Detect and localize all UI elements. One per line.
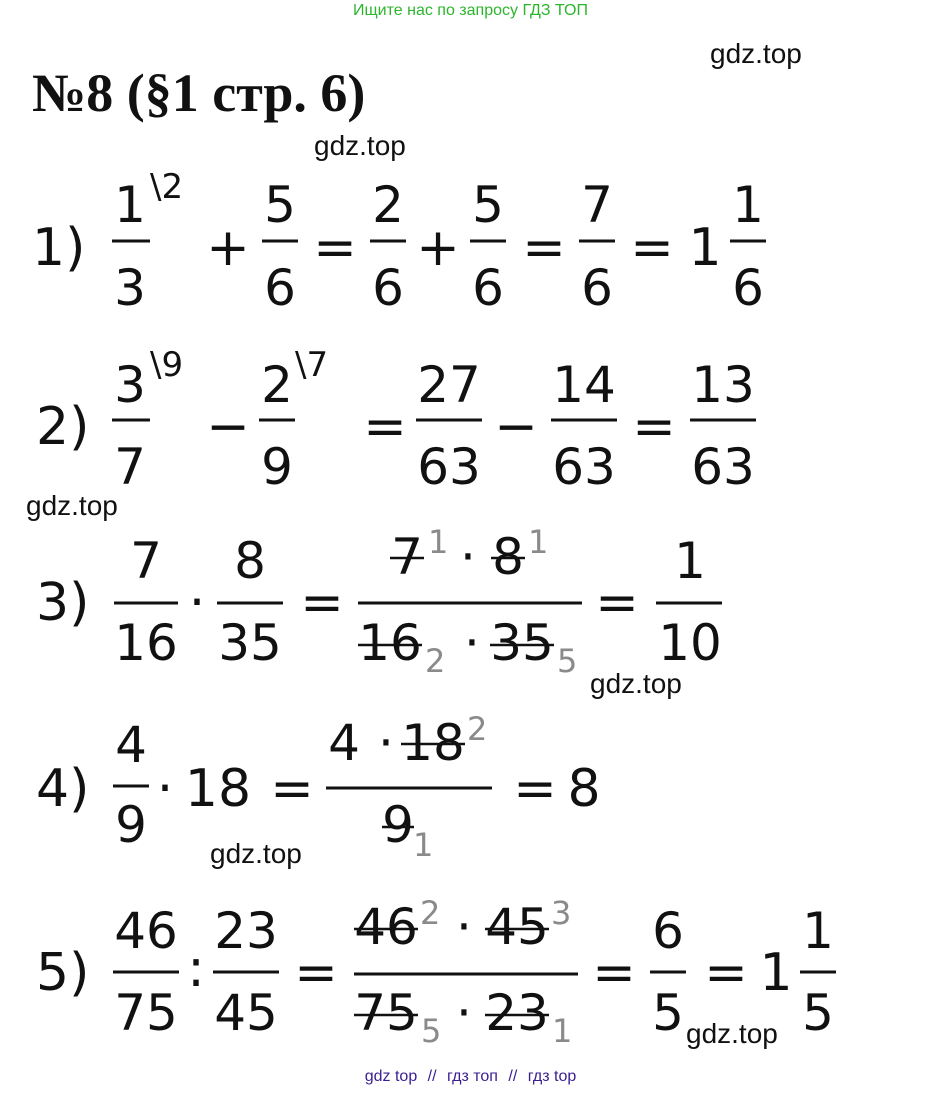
bottom-links: [0, 1068, 941, 1086]
numerator: 1: [674, 532, 706, 590]
multiply-dot: ·: [188, 573, 206, 633]
cancelled-number: 18: [401, 714, 465, 772]
numerator: 46: [114, 902, 178, 960]
integer-factor: 18: [184, 759, 252, 819]
denominator: 7: [114, 438, 146, 496]
expression-5: [36, 894, 836, 1050]
equals-sign: =: [595, 573, 639, 633]
equals-sign: =: [300, 573, 344, 633]
equals-sign: =: [513, 759, 557, 819]
plus-sign: +: [206, 218, 250, 278]
denominator: 6: [264, 259, 296, 317]
watermark: gdz.top: [590, 668, 682, 699]
multiply-dot: ·: [464, 614, 480, 672]
cancelled-number: 75: [354, 984, 418, 1042]
plus-sign: +: [416, 218, 460, 278]
watermark: gdz.top: [686, 1018, 778, 1049]
denominator: 9: [261, 438, 293, 496]
cancelled-number: 23: [485, 984, 549, 1042]
separator: //: [508, 1068, 518, 1085]
footer-link[interactable]: гдз top: [527, 1068, 577, 1085]
minus-sign: −: [206, 397, 250, 457]
cancelled-number: 46: [354, 898, 418, 956]
whole-part: 1: [688, 218, 722, 278]
cancelled-number: 9: [382, 796, 414, 854]
equals-sign: =: [522, 218, 566, 278]
denominator: 3: [114, 259, 146, 317]
numerator: 4: [328, 714, 360, 772]
watermark: gdz.top: [26, 490, 118, 521]
divide-sign: :: [187, 939, 205, 999]
extra-multiplier: \9: [150, 345, 184, 385]
equals-sign: =: [294, 943, 338, 1003]
multiply-dot: ·: [378, 714, 394, 772]
numerator: 3: [114, 356, 146, 414]
reduced-value: 1: [552, 1012, 573, 1050]
denominator: 16: [114, 614, 178, 672]
page-title: №8 (§1 стр. 6): [32, 63, 366, 123]
denominator: 45: [214, 984, 278, 1042]
reduced-value: 1: [528, 523, 549, 561]
top-banner[interactable]: Ищите нас по запросу ГДЗ ТОП: [353, 2, 588, 19]
denominator: 5: [652, 984, 684, 1042]
numerator: 7: [130, 532, 162, 590]
reduced-value: 1: [413, 826, 434, 864]
cancelled-number: 35: [490, 614, 554, 672]
separator: //: [427, 1068, 437, 1085]
result-value: 8: [567, 759, 601, 819]
numerator: 4: [115, 716, 147, 774]
expression-1: [32, 167, 766, 317]
cancelled-number: 45: [485, 898, 549, 956]
reduced-value: 2: [467, 710, 488, 748]
numerator: 5: [264, 176, 296, 234]
expression-2: [36, 345, 756, 496]
denominator: 63: [691, 438, 755, 496]
equals-sign: =: [270, 759, 314, 819]
whole-part: 1: [759, 943, 793, 1003]
expression-4: [36, 710, 601, 864]
watermark: gdz.top: [710, 38, 802, 69]
numerator: 1: [114, 176, 146, 234]
numerator: 1: [802, 902, 834, 960]
reduced-value: 1: [428, 523, 449, 561]
footer-link[interactable]: гдз топ: [447, 1068, 498, 1085]
numerator: 27: [417, 356, 481, 414]
denominator: 6: [472, 259, 504, 317]
denominator: 5: [802, 984, 834, 1042]
denominator: 9: [115, 796, 147, 854]
equals-sign: =: [632, 397, 676, 457]
numerator: 5: [472, 176, 504, 234]
equals-sign: =: [363, 397, 407, 457]
equals-sign: =: [630, 218, 674, 278]
denominator: 6: [581, 259, 613, 317]
denominator: 6: [372, 259, 404, 317]
reduced-value: 2: [420, 894, 441, 932]
numerator: 23: [214, 902, 278, 960]
item-label: 3): [36, 573, 90, 633]
watermark: gdz.top: [210, 838, 302, 869]
equals-sign: =: [313, 218, 357, 278]
equals-sign: =: [704, 943, 748, 1003]
numerator: 6: [652, 902, 684, 960]
reduced-value: 5: [421, 1012, 442, 1050]
multiply-dot: ·: [456, 898, 472, 956]
multiply-dot: ·: [156, 759, 174, 819]
numerator: 7: [581, 176, 613, 234]
numerator: 2: [261, 356, 293, 414]
reduced-value: 5: [557, 642, 578, 680]
item-label: 5): [36, 943, 90, 1003]
equals-sign: =: [592, 943, 636, 1003]
multiply-dot: ·: [460, 528, 476, 586]
footer-link[interactable]: gdz top: [364, 1068, 418, 1085]
numerator: 2: [372, 176, 404, 234]
reduced-value: 2: [425, 642, 446, 680]
numerator: 13: [691, 356, 755, 414]
multiply-dot: ·: [456, 984, 472, 1042]
cancelled-number: 7: [391, 528, 423, 586]
denominator: 63: [552, 438, 616, 496]
cancelled-number: 8: [492, 528, 524, 586]
numerator: 14: [552, 356, 616, 414]
minus-sign: −: [494, 397, 538, 457]
denominator: 10: [658, 614, 722, 672]
numerator: 8: [234, 532, 266, 590]
item-label: 4): [36, 759, 90, 819]
denominator: 6: [732, 259, 764, 317]
denominator: 35: [218, 614, 282, 672]
reduced-value: 3: [551, 894, 572, 932]
item-label: 1): [32, 218, 86, 278]
denominator: 75: [114, 984, 178, 1042]
extra-multiplier: \2: [150, 167, 184, 207]
expression-3: [36, 523, 722, 680]
watermark: gdz.top: [314, 130, 406, 161]
numerator: 1: [732, 176, 764, 234]
cancelled-number: 16: [358, 614, 422, 672]
extra-multiplier: \7: [295, 345, 329, 385]
item-label: 2): [36, 397, 90, 457]
denominator: 63: [417, 438, 481, 496]
